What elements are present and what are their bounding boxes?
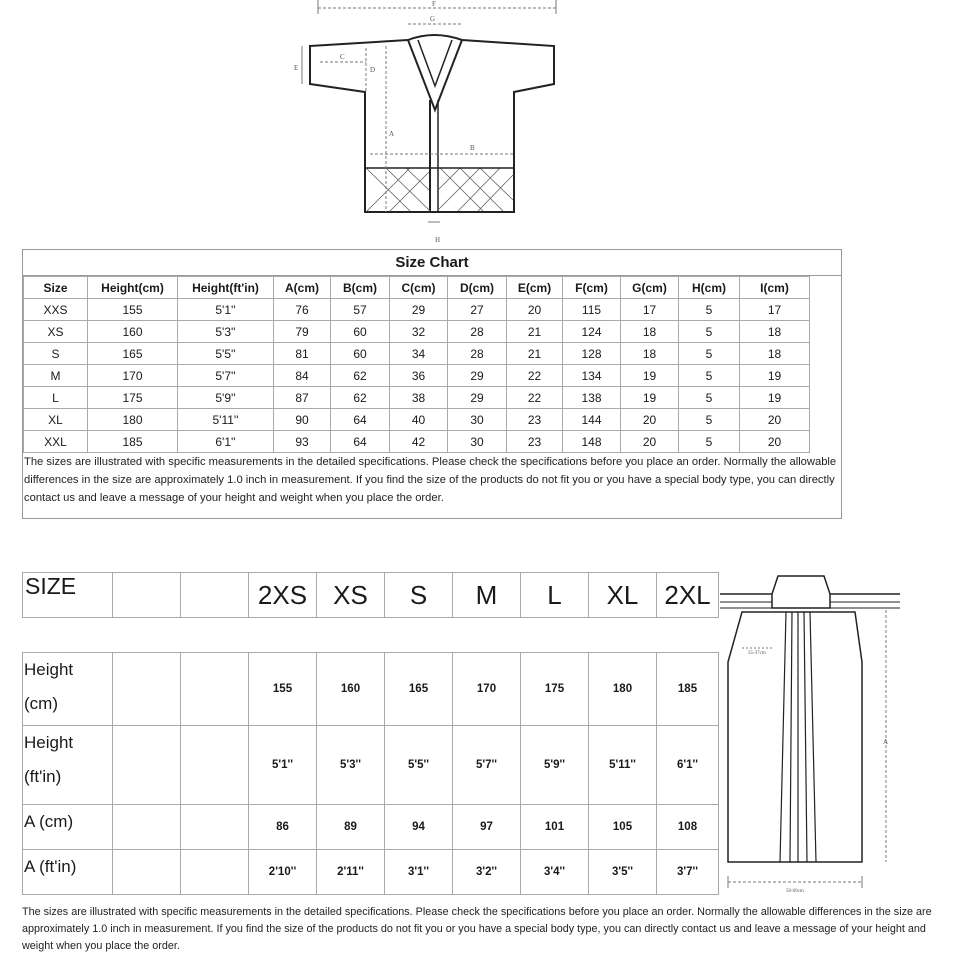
size-chart-cell: 180: [88, 409, 178, 431]
hakama-row: [23, 653, 719, 726]
hakama-value-cell: 3'7'': [657, 850, 719, 895]
size-chart-cell: 170: [88, 365, 178, 387]
hakama-drawing: [720, 572, 900, 902]
size-chart-cell: 5'11'': [178, 409, 274, 431]
jacket-drawing: [290, 0, 580, 248]
hakama-value-cell: 2'11'': [317, 850, 385, 895]
size-chart-row: [24, 409, 810, 431]
hakama-value-cell: 5'9'': [521, 726, 589, 805]
size-chart-cell: 23: [507, 409, 563, 431]
label-top-width: 35-37cm: [748, 651, 766, 656]
size-header: XL: [589, 573, 657, 618]
size-chart-cell: 21: [507, 321, 563, 343]
empty-cell: [113, 573, 181, 618]
size-chart-table: [23, 276, 810, 453]
size-chart-row: [24, 387, 810, 409]
size-chart-cell: 38: [390, 387, 448, 409]
header-cell: B(cm): [331, 277, 390, 299]
size-chart-cell: 20: [507, 299, 563, 321]
hakama-note: The sizes are illustrated with specific measurements in the detailed specifications. Please check the specifications before you place an order. Normally the allowable differences in the size are approximately 1.0 inch in measurement. If you find the size of the products do not fit you or you have a special body type, you can directly contact us and leave a message of your height and weight when you place the order.: [22, 906, 932, 952]
size-header: M: [453, 573, 521, 618]
size-chart-row: [24, 299, 810, 321]
size-chart-cell: 30: [448, 431, 507, 453]
label-a: A: [883, 738, 889, 746]
header-cell: I(cm): [740, 277, 810, 299]
size-chart-cell: 40: [390, 409, 448, 431]
size-chart-cell: XXL: [24, 431, 88, 453]
header-cell: Size: [24, 277, 88, 299]
size-chart-row: [24, 431, 810, 453]
size-chart-cell: 19: [740, 387, 810, 409]
empty-cell: [181, 805, 249, 850]
row-label-line2: (cm): [24, 694, 58, 713]
size-chart-cell: 124: [563, 321, 621, 343]
size-chart-cell: 175: [88, 387, 178, 409]
size-chart-cell: 64: [331, 409, 390, 431]
hakama-diagram: [720, 572, 900, 902]
size-chart-cell: L: [24, 387, 88, 409]
hakama-value-cell: 5'3'': [317, 726, 385, 805]
hakama-value-cell: 97: [453, 805, 521, 850]
header-cell: Height(ft'in): [178, 277, 274, 299]
size-chart-cell: 165: [88, 343, 178, 365]
size-header: XS: [317, 573, 385, 618]
size-chart-cell: 17: [621, 299, 679, 321]
size-label: SIZE: [23, 573, 113, 618]
label-a: A: [389, 130, 395, 138]
size-chart-cell: 5'1'': [178, 299, 274, 321]
size-chart-cell: 23: [507, 431, 563, 453]
size-chart-cell: 5: [679, 409, 740, 431]
size-chart-cell: 5: [679, 299, 740, 321]
header-cell: F(cm): [563, 277, 621, 299]
size-chart-cell: 32: [390, 321, 448, 343]
size-chart-cell: 21: [507, 343, 563, 365]
size-chart-cell: 36: [390, 365, 448, 387]
empty-cell: [113, 726, 181, 805]
header-cell: D(cm): [448, 277, 507, 299]
size-chart-row: [24, 321, 810, 343]
size-chart-title: Size Chart: [23, 250, 841, 276]
size-header: 2XS: [249, 573, 317, 618]
hakama-row: [23, 805, 719, 850]
hakama-value-cell: 170: [453, 653, 521, 726]
hakama-value-cell: 5'7'': [453, 726, 521, 805]
empty-cell: [113, 805, 181, 850]
size-chart-cell: 19: [740, 365, 810, 387]
size-header: L: [521, 573, 589, 618]
size-chart-cell: 34: [390, 343, 448, 365]
hakama-value-cell: 5'1'': [249, 726, 317, 805]
size-chart-cell: 64: [331, 431, 390, 453]
header-cell: G(cm): [621, 277, 679, 299]
size-chart-cell: 60: [331, 343, 390, 365]
hakama-value-cell: 105: [589, 805, 657, 850]
header-cell: E(cm): [507, 277, 563, 299]
size-chart-cell: 79: [274, 321, 331, 343]
size-chart-cell: 81: [274, 343, 331, 365]
size-chart-cell: 5: [679, 321, 740, 343]
size-chart-cell: 29: [448, 387, 507, 409]
empty-cell: [113, 850, 181, 895]
size-chart-cell: 5: [679, 387, 740, 409]
label-c: C: [340, 53, 345, 61]
row-label-line1: Height: [24, 660, 74, 679]
hakama-value-cell: 155: [249, 653, 317, 726]
label-d: D: [370, 66, 376, 74]
size-chart-cell: 20: [621, 431, 679, 453]
hakama-value-cell: 101: [521, 805, 589, 850]
size-chart-cell: 134: [563, 365, 621, 387]
size-chart-cell: 20: [740, 431, 810, 453]
empty-cell: [181, 573, 249, 618]
hakama-value-cell: 6'1'': [657, 726, 719, 805]
size-chart-cell: 18: [621, 321, 679, 343]
size-chart-cell: 90: [274, 409, 331, 431]
hakama-value-cell: 180: [589, 653, 657, 726]
size-chart: [22, 249, 842, 519]
hakama-row-label: [23, 850, 113, 895]
label-b: B: [470, 144, 475, 152]
row-label-line1: A (ft'in): [24, 857, 77, 876]
hakama-row-label: [23, 653, 113, 726]
hakama-value-cell: 175: [521, 653, 589, 726]
size-chart-cell: 138: [563, 387, 621, 409]
size-chart-note: The sizes are illustrated with specific measurements in the detailed specifications. Please check the specifications before you place an order. Normally the allowable differences in the size are approximately 1.0 inch in measurement. If you find the size of the products do not fit you or you have a special body type, you can directly contact us and leave a message of your height and weight when you place the order.: [24, 456, 837, 504]
empty-cell: [113, 653, 181, 726]
size-chart-cell: 84: [274, 365, 331, 387]
row-label-line2: (ft'in): [24, 767, 62, 786]
label-bottom-width: 56-60cm: [786, 889, 804, 894]
size-chart-cell: 18: [740, 343, 810, 365]
size-chart-cell: 57: [331, 299, 390, 321]
hakama-row: [23, 726, 719, 805]
size-chart-cell: 6'1'': [178, 431, 274, 453]
hakama-value-cell: 89: [317, 805, 385, 850]
header-cell: A(cm): [274, 277, 331, 299]
spacer-cell: [23, 618, 719, 653]
size-chart-cell: 5'5'': [178, 343, 274, 365]
size-chart-cell: 27: [448, 299, 507, 321]
size-chart-cell: M: [24, 365, 88, 387]
size-header: 2XL: [657, 573, 719, 618]
label-f: F: [432, 0, 436, 8]
size-chart-cell: S: [24, 343, 88, 365]
size-chart-cell: 62: [331, 387, 390, 409]
header-cell: H(cm): [679, 277, 740, 299]
size-chart-cell: 5'9'': [178, 387, 274, 409]
hakama-value-cell: 3'4'': [521, 850, 589, 895]
hakama-value-cell: 160: [317, 653, 385, 726]
hakama-value-cell: 2'10'': [249, 850, 317, 895]
hakama-value-cell: 86: [249, 805, 317, 850]
size-chart-cell: XL: [24, 409, 88, 431]
size-header: S: [385, 573, 453, 618]
size-chart-cell: XS: [24, 321, 88, 343]
size-chart-header-row: [24, 277, 810, 299]
hakama-value-cell: 185: [657, 653, 719, 726]
size-chart-row: [24, 365, 810, 387]
size-chart-cell: 5'3'': [178, 321, 274, 343]
size-chart-cell: 20: [621, 409, 679, 431]
size-chart-cell: 87: [274, 387, 331, 409]
header-cell: C(cm): [390, 277, 448, 299]
size-chart-row: [24, 343, 810, 365]
label-g: G: [430, 15, 436, 23]
size-chart-cell: 29: [448, 365, 507, 387]
size-chart-cell: 93: [274, 431, 331, 453]
hakama-value-cell: 5'11'': [589, 726, 657, 805]
size-chart-cell: 62: [331, 365, 390, 387]
size-chart-cell: 185: [88, 431, 178, 453]
header-cell: Height(cm): [88, 277, 178, 299]
size-chart-cell: 18: [621, 343, 679, 365]
size-chart-cell: 22: [507, 365, 563, 387]
hakama-row-label: [23, 805, 113, 850]
size-chart-cell: 5: [679, 431, 740, 453]
size-chart-cell: 144: [563, 409, 621, 431]
size-chart-cell: 17: [740, 299, 810, 321]
size-chart-cell: 28: [448, 321, 507, 343]
spacer-row: [23, 618, 719, 653]
hakama-row: [23, 850, 719, 895]
size-chart-cell: 60: [331, 321, 390, 343]
size-chart-cell: 18: [740, 321, 810, 343]
hakama-value-cell: 165: [385, 653, 453, 726]
size-chart-cell: 155: [88, 299, 178, 321]
size-chart-cell: 128: [563, 343, 621, 365]
hakama-row-label: [23, 726, 113, 805]
hakama-value-cell: 5'5'': [385, 726, 453, 805]
size-chart-cell: 5'7'': [178, 365, 274, 387]
size-chart-cell: 20: [740, 409, 810, 431]
size-chart-cell: XXS: [24, 299, 88, 321]
size-chart-cell: 42: [390, 431, 448, 453]
size-chart-cell: 148: [563, 431, 621, 453]
size-chart-cell: 160: [88, 321, 178, 343]
size-chart-cell: 115: [563, 299, 621, 321]
size-chart-cell: 22: [507, 387, 563, 409]
hakama-value-cell: 3'1'': [385, 850, 453, 895]
row-label-line1: A (cm): [24, 812, 74, 831]
empty-cell: [181, 653, 249, 726]
label-e: E: [294, 64, 299, 72]
row-label-line1: Height: [24, 733, 74, 752]
size-chart-cell: 76: [274, 299, 331, 321]
hakama-value-cell: 94: [385, 805, 453, 850]
hakama-size-table: [22, 572, 719, 895]
size-chart-cell: 19: [621, 365, 679, 387]
empty-cell: [181, 726, 249, 805]
hakama-header-row: [23, 573, 719, 618]
size-chart-cell: 5: [679, 365, 740, 387]
size-chart-cell: 30: [448, 409, 507, 431]
empty-cell: [181, 850, 249, 895]
size-chart-cell: 5: [679, 343, 740, 365]
hakama-value-cell: 3'5'': [589, 850, 657, 895]
hakama-value-cell: 3'2'': [453, 850, 521, 895]
jacket-diagram: [290, 0, 580, 248]
hakama-value-cell: 108: [657, 805, 719, 850]
size-chart-cell: 28: [448, 343, 507, 365]
label-h: H: [435, 236, 441, 244]
size-chart-cell: 19: [621, 387, 679, 409]
hakama-size-chart: [22, 572, 718, 895]
size-chart-cell: 29: [390, 299, 448, 321]
